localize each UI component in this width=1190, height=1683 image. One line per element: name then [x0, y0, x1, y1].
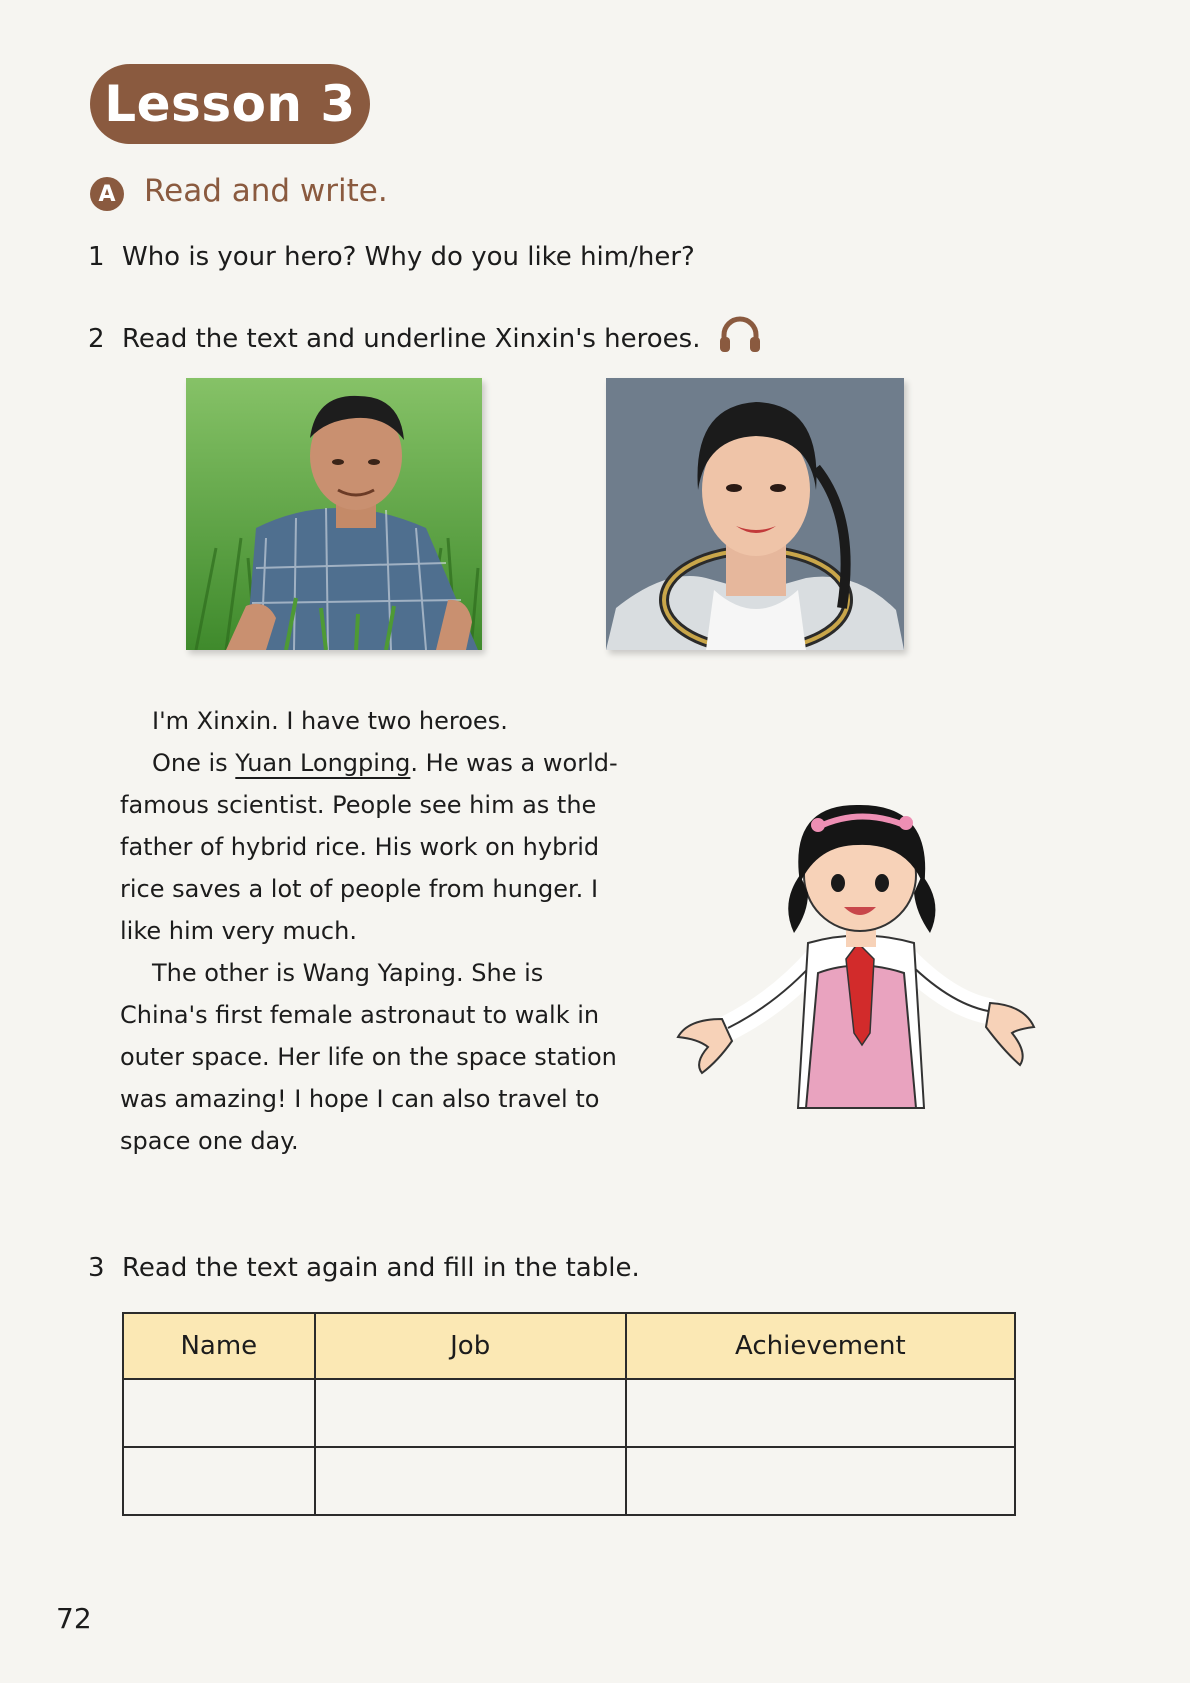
- photo-yuan-longping: [186, 378, 482, 650]
- question-1: [88, 242, 695, 272]
- question-1-text: Who is your hero? Why do you like him/her?: [122, 242, 695, 272]
- table-cell-name[interactable]: [123, 1379, 315, 1447]
- reading-paragraph-2-start: One is: [152, 749, 236, 777]
- section-title: Read and write.: [144, 173, 388, 209]
- lesson-title: Lesson 3: [90, 64, 370, 144]
- reading-paragraph-2-rest: . He was a world-famous scientist. People see him as the father of hybrid rice. His work on hybrid rice saves a lot of people from hunger. I like him very much.: [120, 749, 618, 945]
- section-badge: A: [90, 177, 124, 211]
- table-cell-achievement[interactable]: [626, 1447, 1015, 1515]
- table-cell-achievement[interactable]: [626, 1379, 1015, 1447]
- hero-name-underlined: Yuan Longping: [235, 749, 411, 777]
- table-cell-job[interactable]: [315, 1379, 626, 1447]
- column-header-achievement: Achievement: [626, 1313, 1015, 1379]
- table-header-row: [123, 1313, 1015, 1379]
- question-3: [88, 1253, 640, 1283]
- question-3-text: Read the text again and fill in the table.: [122, 1253, 640, 1283]
- reading-paragraph-1: I'm Xinxin. I have two heroes.: [152, 707, 508, 735]
- photo-wang-yaping: [606, 378, 904, 650]
- reading-passage: [120, 700, 620, 1162]
- question-2: [88, 313, 763, 360]
- column-header-job: Job: [315, 1313, 626, 1379]
- table-cell-job[interactable]: [315, 1447, 626, 1515]
- reading-paragraph-2: [120, 742, 620, 952]
- headphones-icon[interactable]: [717, 313, 763, 360]
- fill-in-table: [122, 1312, 1016, 1516]
- table-row: [123, 1447, 1015, 1515]
- table-row: [123, 1379, 1015, 1447]
- question-1-number: 1: [88, 242, 105, 272]
- question-2-text: Read the text and underline Xinxin's heroes.: [122, 324, 701, 354]
- question-2-number: 2: [88, 324, 105, 354]
- table-cell-name[interactable]: [123, 1447, 315, 1515]
- girl-illustration: [668, 783, 1038, 1113]
- page-number: 72: [56, 1602, 92, 1635]
- question-3-number: 3: [88, 1253, 105, 1283]
- reading-paragraph-3: The other is Wang Yaping. She is China's first female astronaut to walk in outer space. Her life on the space station was amazing! I hope I can also travel to space one day.: [120, 959, 617, 1155]
- column-header-name: Name: [123, 1313, 315, 1379]
